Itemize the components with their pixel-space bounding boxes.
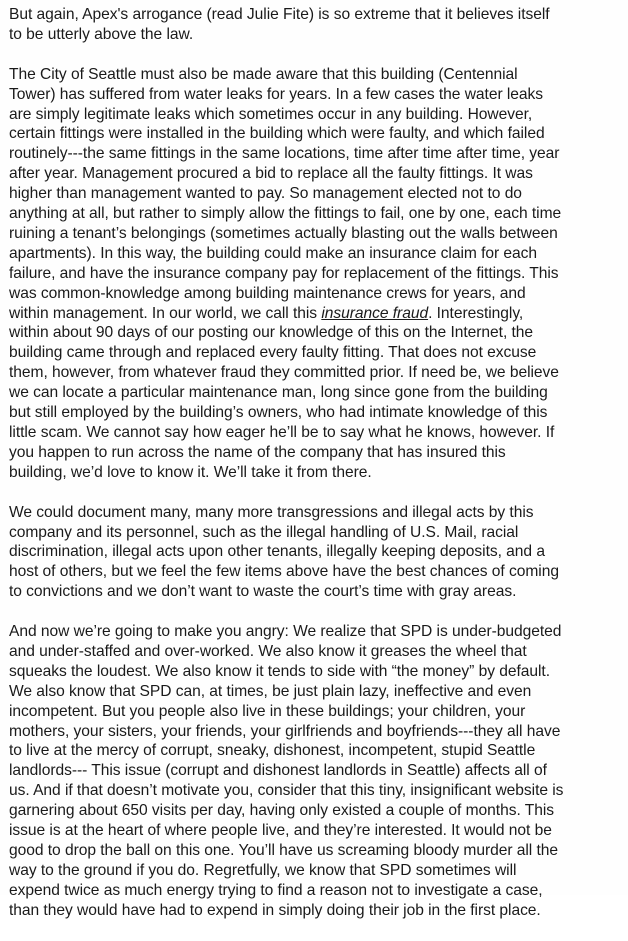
text-line-with-emphasis	[9, 304, 615, 324]
text-line: within about 90 days of our posting our knowledge of this on the Internet, the	[9, 324, 534, 342]
document-body	[9, 5, 615, 941]
text-line: discrimination, illegal acts upon other tenants, illegally keeping deposits, and a	[9, 543, 545, 561]
text-line: them, however, from whatever fraud they committed prior. If need be, we believe	[9, 364, 559, 382]
paragraph-water-leaks	[9, 65, 615, 483]
text-line: higher than management wanted to pay. So management elected not to do	[9, 185, 522, 203]
text-line: issue is at the heart of where people live, and they’re interested. It would not be	[9, 822, 552, 840]
text-line: certain fittings were installed in the building which were faulty, and which failed	[9, 125, 545, 143]
text-line: And now we’re going to make you angry: We realize that SPD is under-budgeted	[9, 623, 562, 641]
text-line: way to the ground if you do. Regretfully, we know that SPD sometimes will	[9, 861, 517, 879]
text-line: The City of Seattle must also be made aware that this building (Centennial	[9, 65, 518, 83]
text-line: We could document many, many more transgressions and illegal acts by this	[9, 503, 534, 521]
insurance-fraud-emphasis: insurance fraud	[321, 304, 429, 322]
text-line: ruining a tenant’s belongings (sometimes actually blasting out the walls between	[9, 224, 558, 242]
paragraph-spd	[9, 622, 615, 921]
text-line: you happen to run across the name of the company that has insured this	[9, 443, 506, 461]
text-line: than they would have had to expend in simply doing their job in the first place.	[9, 901, 541, 919]
text-segment: . Interestingly,	[428, 304, 524, 322]
text-line: routinely---the same fittings in the same locations, time after time after time, year	[9, 145, 560, 163]
text-segment: within management. In our world, we call this	[9, 304, 322, 322]
text-line: failure, and have the insurance company pay for replacement of the fittings. This	[9, 264, 559, 282]
text-line: mothers, your sisters, your friends, your girlfriends and boyfriends---they all have	[9, 722, 561, 740]
text-line: But again, Apex's arrogance (read Julie Fite) is so extreme that it believes itself	[9, 6, 550, 23]
text-line: to be utterly above the law.	[9, 25, 194, 43]
text-line: to convictions and we don’t want to waste the court’s time with gray areas.	[9, 583, 517, 601]
text-line: apartments). In this way, the building could make an insurance claim for each	[9, 244, 538, 262]
text-line: us. And if that doesn’t motivate you, consider that this tiny, insignificant website is	[9, 782, 564, 800]
text-line: Tower) has suffered from water leaks for years. In a few cases the water leaks	[9, 85, 544, 103]
text-line: after year. Management procured a bid to replace all the faulty fittings. It was	[9, 165, 533, 183]
text-line: was common-knowledge among building maintenance crews for years, and	[9, 284, 526, 302]
text-line: host of others, but we feel the few items above have the best chances of coming	[9, 563, 559, 581]
text-line: little scam. We cannot say how eager he’ll be to say what he knows, however. If	[9, 424, 555, 442]
text-line: landlords--- This issue (corrupt and dishonest landlords in Seattle) affects all of	[9, 762, 547, 780]
text-line: but still employed by the building’s owners, who had intimate knowledge of this	[9, 404, 548, 422]
text-line: expend twice as much energy trying to find a reason not to investigate a case,	[9, 881, 543, 899]
text-line: incompetent. But you people also live in these buildings; your children, your	[9, 702, 526, 720]
text-line: We also know that SPD can, at times, be just plain lazy, ineffective and even	[9, 682, 532, 700]
text-line: building, we’d love to know it. We’ll take it from there.	[9, 463, 372, 481]
paragraph-apex-arrogance	[9, 5, 615, 45]
text-line: anything at all, but rather to simply allow the fittings to fail, one by one, each time	[9, 205, 562, 223]
paragraph-transgressions	[9, 503, 615, 603]
text-line: garnering about 650 visits per day, having only existed a couple of months. This	[9, 802, 554, 820]
text-line: are simply legitimate leaks which sometimes occur in any building. However,	[9, 105, 533, 123]
text-line: and under-staffed and over-worked. We also know it greases the wheel that	[9, 642, 527, 660]
text-line: we can locate a particular maintenance man, long since gone from the building	[9, 384, 548, 402]
text-line: squeaks the loudest. We also know it tends to side with “the money” by default.	[9, 662, 550, 680]
text-line: company and its personnel, such as the illegal handling of U.S. Mail, racial	[9, 523, 519, 541]
text-line: building came through and replaced every faulty fitting. That does not excuse	[9, 344, 537, 362]
text-line: good to drop the ball on this one. You’ll have us screaming bloody murder all the	[9, 842, 559, 860]
text-line: to live at the mercy of corrupt, sneaky, dishonest, incompetent, stupid Seattle	[9, 742, 536, 760]
